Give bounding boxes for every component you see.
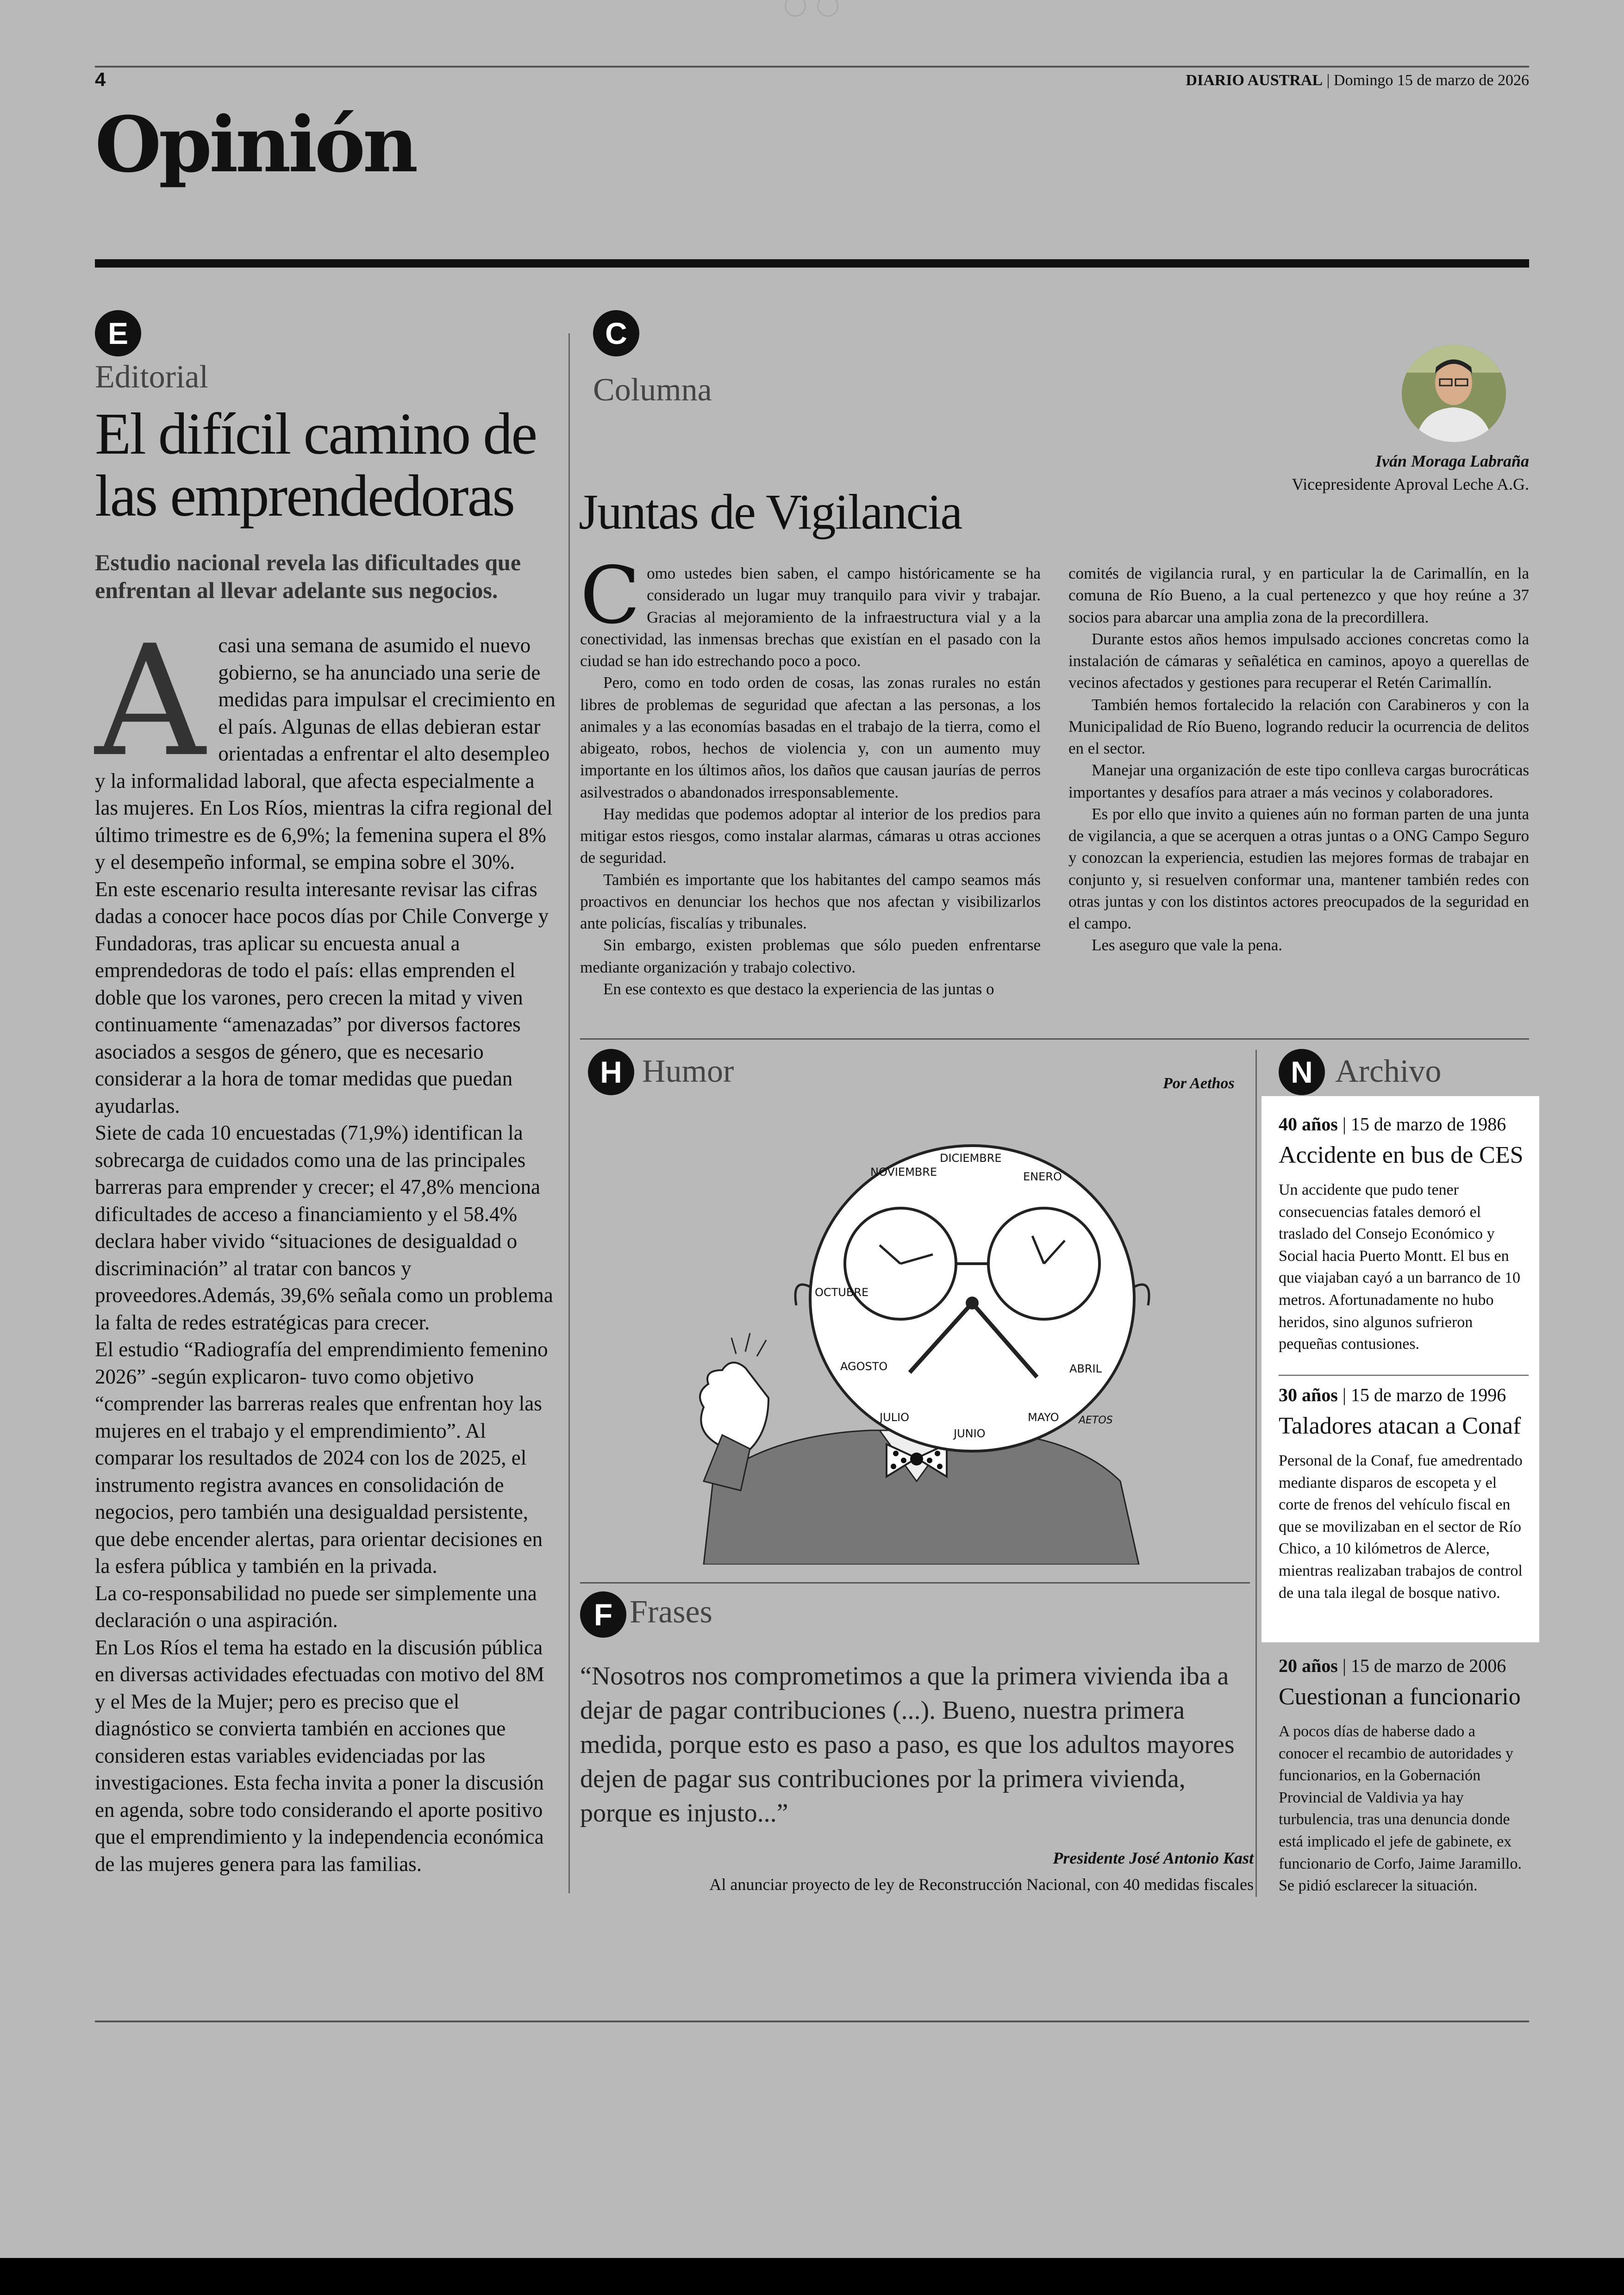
cartoon-month-label: JUNIO xyxy=(954,1427,986,1440)
frases-badge: F xyxy=(580,1591,626,1638)
newspaper-name: DIARIO AUSTRAL xyxy=(1186,72,1323,89)
editorial-drop-cap: A xyxy=(95,612,206,790)
archive-item xyxy=(1279,1655,1529,1897)
frases-context: Al anunciar proyecto de ley de Reconstrucción Nacional, con 40 medidas fiscales xyxy=(709,1875,1254,1894)
humor-cartoon xyxy=(676,1111,1167,1565)
column-kicker: Columna xyxy=(593,372,712,408)
archive-item xyxy=(1279,1384,1529,1604)
column-paragraph: En ese contexto es que destaco la experiencia de las juntas o xyxy=(603,979,994,998)
editorial-body xyxy=(95,612,556,1877)
archive-years: 20 años xyxy=(1279,1655,1338,1676)
column-bottom-rule xyxy=(580,1038,1529,1040)
archivo-badge: N xyxy=(1279,1049,1325,1095)
humor-kicker: Humor xyxy=(642,1054,734,1089)
archive-title: Taladores atacan a Conaf xyxy=(1279,1413,1521,1439)
column-paragraph: Manejar una organización de este tipo conlleva cargas burocráticas importantes y desafíos para atraer a más vecinos y colaboradores. xyxy=(1068,761,1529,801)
column-badge: C xyxy=(593,310,639,356)
cartoon-month-label: OCTUBRE xyxy=(815,1286,869,1299)
cartoon-month-label: JULIO xyxy=(880,1411,909,1424)
cartoon-month-label: ENERO xyxy=(1023,1170,1062,1183)
cartoon-month-label: DICIEMBRE xyxy=(940,1152,1002,1165)
archive-year xyxy=(1279,1113,1529,1135)
column-paragraph: Durante estos años hemos impulsado acciones concretas como la instalación de cámaras y señalética en caminos, apoyo a querellas de vecinos afectados y gestiones para recuperar el Retén Carimallín. xyxy=(1068,630,1529,692)
page-number: 4 xyxy=(95,69,106,90)
archive-title: Cuestionan a funcionario xyxy=(1279,1684,1521,1710)
archive-years: 40 años xyxy=(1279,1114,1338,1135)
archive-title: Accidente en bus de CES xyxy=(1279,1142,1524,1168)
editorial-dek: Estudio nacional revela las dificultades que enfrentan al llevar adelante sus negocios. xyxy=(95,549,521,603)
author-title: Vicepresidente Aproval Leche A.G. xyxy=(1292,475,1529,493)
editorial-badge: E xyxy=(95,310,141,356)
header-rule xyxy=(95,66,1529,68)
humor-bottom-rule xyxy=(580,1582,1250,1584)
bottom-bar xyxy=(0,2258,1624,2295)
editorial-paragraph: La co-responsabilidad no puede ser simplemente una declaración o una aspiración. xyxy=(95,1581,537,1632)
archive-date: | 15 de marzo de 1996 xyxy=(1342,1384,1506,1405)
column-headline: Juntas de Vigilancia xyxy=(579,485,962,540)
editorial-headline-line1: El difícil camino de xyxy=(95,401,536,467)
editorial-paragraph: Siete de cada 10 encuestadas (71,9%) identifican la sobrecarga de cuidados como una de las principales barreras para emprender y crecer; el 47,8% menciona dificultades de acceso a financiamiento y el 58.4% declara haber vivido “situaciones de desigualdad o discriminación” al tratar con bancos y proveedores.Además, 39,6% señala como un problema la falta de redes estratégicas para crecer. xyxy=(95,1121,553,1334)
editorial-kicker: Editorial xyxy=(95,359,208,395)
column-paragraph: omo ustedes bien saben, el campo históricamente se ha considerado un lugar muy tranquilo para vivir y trabajar. Gracias al mejoramiento de la infraestructura vial y a la conectividad, las inmensas brechas que existían en el pasado con la ciudad se han ido estrechando poco a poco. xyxy=(580,564,1041,670)
masthead xyxy=(1186,72,1529,89)
column-paragraph: comités de vigilancia rural, y en particular la de Carimallín, en la comuna de Río Bueno, a la cual pertenezco y que hoy reúne a 37 socios para abarcar una amplia zona de la precordillera. xyxy=(1068,564,1529,626)
cartoon-month-label: ABRIL xyxy=(1069,1362,1102,1375)
archive-text: Un accidente que pudo tener consecuencias fatales demoró el traslado del Consejo Económico y Social hacia Puerto Montt. El bus en que viajaban cayó a un barranco de 10 metros. Afortunadamente no hubo heridos, sino algunos sufrieron pequeñas contusiones. xyxy=(1279,1181,1521,1353)
archivo-kicker: Archivo xyxy=(1335,1054,1442,1089)
frases-kicker: Frases xyxy=(630,1594,712,1630)
column-paragraph: Hay medidas que podemos adoptar al interior de los predios para mitigar estos riesgos, como instalar alarmas, cámaras u otras acciones de seguridad. xyxy=(580,804,1041,867)
column-paragraph: Es por ello que invito a quienes aún no forman parten de una junta de vigilancia, a que se acerquen a otras juntas o a ONG Campo Seguro y conozcan la experiencia, estudien las mejores formas de trabajar en conjunto y, si resuelven conformar una, mantener también redes con otras juntas y con los distintos actores preocupados de la seguridad en el campo. xyxy=(1068,804,1529,932)
pager-dot[interactable] xyxy=(817,0,838,17)
humor-badge: H xyxy=(588,1049,634,1095)
archive-years: 30 años xyxy=(1279,1384,1338,1405)
frases-speaker: Presidente José Antonio Kast xyxy=(1053,1849,1254,1867)
footer-rule xyxy=(95,2021,1529,2022)
column-body-right xyxy=(1068,562,1529,956)
cartoon-signature: AETOS xyxy=(1079,1415,1113,1426)
archive-text: Personal de la Conaf, fue amedrentado mediante disparos de escopeta y el corte de frenos del vehículo fiscal en que se movilizaban en el sector de Río Chico, a 10 kilómetros de Alerce, mientras realizaban trabajos de control de una tala ilegal de bosque nativo. xyxy=(1279,1452,1523,1602)
editorial-paragraph: El estudio “Radiografía del emprendimiento femenino 2026” -según explicaron- tuvo como objetivo “comprender las barreras reales que enfrentan hoy las mujeres en el trabajo y el emprendimiento”. Al comparar los resultados de 2024 con los de 2025, el instrumento registra avances en consolidación de negocios, pero también una desigualdad persistente, que debe encender alertas, para orientar decisiones en la esfera pública y también en la privada. xyxy=(95,1338,548,1578)
pager-dot[interactable] xyxy=(785,0,806,17)
column-drop-cap: C xyxy=(580,550,641,642)
author-name: Iván Moraga Labraña xyxy=(1375,452,1529,470)
cartoon-month-label: AGOSTO xyxy=(840,1360,888,1373)
column-body-left xyxy=(580,550,1041,1000)
author-avatar xyxy=(1402,345,1506,442)
editorial-paragraph: En Los Ríos el tema ha estado en la discusión pública en diversas actividades efectuadas con motivo del 8M y el Mes de la Mujer; pero es preciso que el diagnóstico se convierta también en acciones que consideren estas variables evidenciadas por las investigaciones. Esta fecha invita a poner la discusión en agenda, sobre todo considerando el aporte positivo que el emprendimiento y la independencia económica de las mujeres genera para las familias. xyxy=(95,1635,544,1876)
column-paragraph: También hemos fortalecido la relación con Carabineros y con la Municipalidad de Río Bueno, logrando reducir la ocurrencia de delitos en el sector. xyxy=(1068,695,1529,757)
column-paragraph: Pero, como en todo orden de cosas, las zonas rurales no están libres de problemas de seguridad que afectan a las personas, a los animales y a las economías basadas en el trabajo de la tierra, como el abigeato, robos, hechos de violencia y, con un aumento muy importante en los últimos años, los daños que causan jaurías de perros asilvestrados o abandonados irresponsablemente. xyxy=(580,674,1041,801)
column-paragraph: Sin embargo, existen problemas que sólo pueden enfrentarse mediante organización y trabajo colectivo. xyxy=(580,936,1041,976)
column-paragraph: Les aseguro que vale la pena. xyxy=(1092,936,1283,954)
pager-dots xyxy=(785,0,840,14)
editorial-headline xyxy=(95,403,558,527)
archive-text: A pocos días de haberse dado a conocer el recambio de autoridades y funcionarios, en la Gobernación Provincial de Valdivia ya hay turbulencia, tras una denuncia donde está implicado el jefe de gabinete, ex funcionario de Corfo, Jaime Jaramillo. Se pidió esclarecer la situación. xyxy=(1279,1723,1522,1895)
column-paragraph: También es importante que los habitantes del campo seamos más proactivos en denunciar los hechos que nos afectan y visibilizarlos ante policías, fiscalías y tribunales. xyxy=(580,870,1041,932)
cartoon-month-label: NOVIEMBRE xyxy=(870,1166,937,1179)
cartoon-month-label: MAYO xyxy=(1028,1411,1059,1424)
editorial-paragraph: En este escenario resulta interesante revisar las cifras dadas a conocer hace pocos días por Chile Converge y Fundadoras, tras aplicar su encuesta anual a emprendedoras de todo el país: ellas emprenden el doble que los varones, pero crecen la mitad y viven continuamente “amenazadas” por diversos factores asociados a sesgos de género, que es necesario considerar a la hora de tomar medidas que puedan ayudarlas. xyxy=(95,877,549,1117)
editorial-headline-line2: las emprendedoras xyxy=(95,463,514,529)
editorial-paragraph: casi una semana de asumido el nuevo gobierno, se ha anunciado una serie de medidas para impulsar el crecimiento en el país. Algunas de ellas debieran estar orientadas a enfrentar el alto desempleo y la informalidad laboral, que afecta especialmente a las mujeres. En Los Ríos, mientras la cifra regional del último trimestre es de 6,9%; la femenina supera el 8% y el desempeño informal, se empina sobre el 30%. xyxy=(95,634,556,873)
column-divider xyxy=(568,333,570,1893)
section-rule xyxy=(95,259,1529,268)
humor-byline: Por Aethos xyxy=(1163,1075,1235,1092)
section-title: Opinión xyxy=(95,100,416,189)
archive-divider xyxy=(1279,1375,1529,1376)
archive-year xyxy=(1279,1655,1529,1677)
archive-date: | 15 de marzo de 2006 xyxy=(1342,1655,1506,1676)
archive-year xyxy=(1279,1384,1529,1406)
frases-quote: “Nosotros nos comprometimos a que la primera vivienda iba a dejar de pagar contribuciones (...). Bueno, nuestra primera medida, porque esto es paso a paso, es que los adultos mayores dejen de pagar sus contribuciones por la primera vivienda, porque es injusto...” xyxy=(580,1662,1235,1827)
archive-item xyxy=(1279,1113,1529,1355)
issue-date: | Domingo 15 de marzo de 2026 xyxy=(1326,72,1529,89)
archive-date: | 15 de marzo de 1986 xyxy=(1342,1114,1506,1135)
humor-archive-divider xyxy=(1255,1050,1257,1897)
